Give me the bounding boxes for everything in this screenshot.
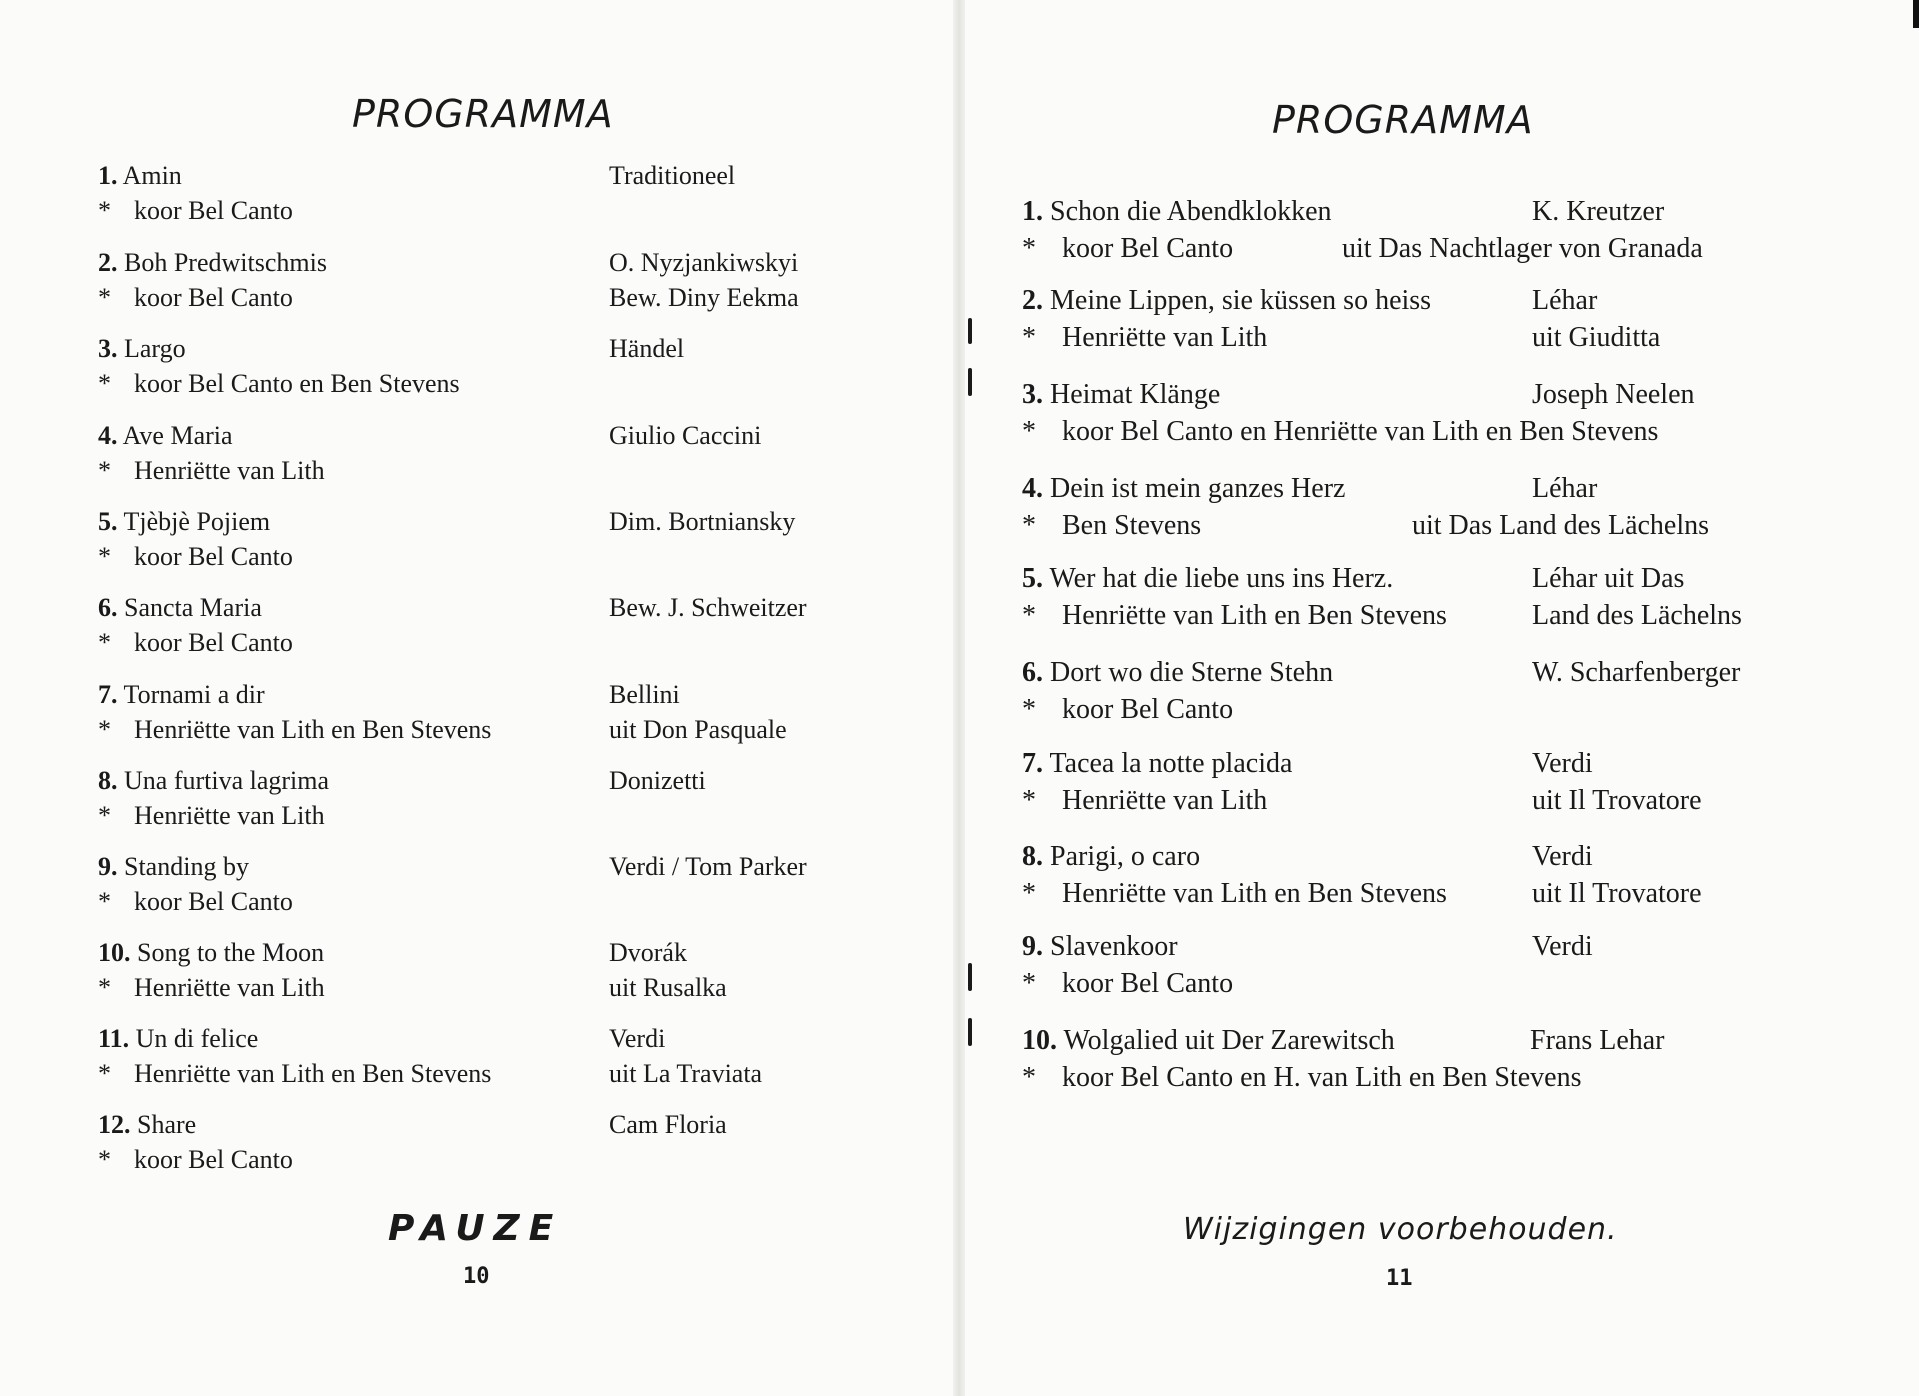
program-entry (1022, 376, 1695, 450)
bullet-star: * (1022, 233, 1036, 264)
binding-mark (968, 318, 972, 344)
entry-title-line (1022, 1022, 1665, 1059)
arrangement-credit: uit Das Land des Lächelns (1412, 510, 1710, 541)
program-entry (98, 849, 807, 919)
composer-credit: Verdi (1532, 748, 1593, 779)
performer: koor Bel Canto (1062, 233, 1234, 264)
entry-number: 1. (1022, 196, 1043, 227)
piece-title: Share (137, 1110, 197, 1139)
performer: koor Bel Canto en H. van Lith en Ben Stevens (1062, 1062, 1582, 1093)
entry-number: 6. (98, 593, 118, 622)
arrangement-credit: uit Das Nachtlager von Granada (1342, 233, 1703, 264)
arrangement-credit: uit Il Trovatore (1532, 878, 1702, 909)
performer: koor Bel Canto en Henriëtte van Lith en Ben Stevens (1062, 416, 1659, 447)
bullet-star: * (98, 715, 111, 744)
entry-title-line (1022, 745, 1593, 782)
bullet-star: * (1022, 878, 1036, 909)
entry-performer-line (1022, 691, 1333, 728)
footer-note: Wijzigingen voorbehouden. (1183, 1212, 1618, 1247)
entry-title-line (1022, 928, 1593, 965)
bullet-star: * (98, 283, 111, 312)
piece-title: Wer hat die liebe uns ins Herz. (1049, 563, 1394, 594)
composer-credit: Léhar uit Das (1532, 563, 1685, 594)
bullet-star: * (1022, 600, 1036, 631)
performer: Henriëtte van Lith (134, 801, 325, 830)
performer: koor Bel Canto (1062, 694, 1234, 725)
bullet-star: * (1022, 694, 1036, 725)
piece-title: Schon die Abendklokken (1050, 196, 1332, 227)
entry-title-line (98, 677, 680, 712)
entry-number: 10. (98, 938, 131, 967)
entry-number: 12. (98, 1110, 131, 1139)
entry-performer-line (98, 798, 329, 833)
entry-number: 10. (1022, 1025, 1057, 1056)
program-entry (98, 1107, 727, 1177)
composer-credit: O. Nyzjankiwskyi (609, 248, 799, 277)
program-entry (98, 504, 796, 574)
bullet-star: * (1022, 968, 1036, 999)
entry-title-line (98, 1021, 666, 1056)
entry-number: 3. (98, 334, 118, 363)
program-entry (98, 935, 727, 1005)
program-entry (1022, 560, 1742, 634)
entry-number: 9. (1022, 931, 1043, 962)
entry-title-line (98, 935, 687, 970)
entry-performer-line (98, 366, 460, 401)
composer-credit: Traditioneel (609, 161, 736, 190)
entry-title-line (1022, 838, 1593, 875)
program-entry (1022, 282, 1661, 356)
entry-performer-line (98, 539, 293, 574)
piece-title: Heimat Klänge (1050, 379, 1221, 410)
bullet-star: * (98, 1145, 111, 1174)
piece-title: Slavenkoor (1050, 931, 1178, 962)
bullet-star: * (98, 973, 111, 1002)
entry-title-line (1022, 193, 1665, 230)
arrangement-credit: uit Il Trovatore (1532, 785, 1702, 816)
entry-performer-line (98, 1056, 763, 1091)
entry-performer-line (98, 193, 293, 228)
performer: Henriëtte van Lith (134, 973, 325, 1002)
composer-credit: Frans Lehar (1530, 1025, 1665, 1056)
piece-title: Sancta Maria (124, 593, 262, 622)
piece-title: Tornami a dir (123, 680, 265, 709)
entry-performer-line (1022, 875, 1702, 912)
entry-number: 5. (98, 507, 118, 536)
entry-number: 5. (1022, 563, 1043, 594)
program-entry (1022, 745, 1702, 819)
entry-performer-line (1022, 230, 1703, 267)
entry-performer-line (98, 1142, 293, 1177)
program-entry (1022, 928, 1593, 1002)
entry-performer-line (98, 453, 325, 488)
piece-title: Wolgalied uit Der Zarewitsch (1063, 1025, 1395, 1056)
piece-title: Amin (122, 161, 182, 190)
bullet-star: * (98, 369, 111, 398)
entry-performer-line (1022, 597, 1742, 634)
entry-number: 7. (98, 680, 118, 709)
composer-credit: K. Kreutzer (1532, 196, 1665, 227)
composer-credit: Léhar (1532, 473, 1598, 504)
entry-title-line (1022, 376, 1695, 413)
bullet-star: * (98, 196, 111, 225)
program-entry (98, 331, 685, 401)
piece-title: Boh Predwitschmis (124, 248, 327, 277)
arrangement-credit: uit Giuditta (1532, 322, 1661, 353)
entry-performer-line (1022, 507, 1710, 544)
entry-performer-line (98, 884, 293, 919)
entry-number: 2. (1022, 285, 1043, 316)
bullet-star: * (1022, 416, 1036, 447)
piece-title: Song to the Moon (137, 938, 325, 967)
entry-performer-line (1022, 965, 1233, 1002)
entry-number: 3. (1022, 379, 1043, 410)
entry-number: 4. (98, 421, 118, 450)
performer: Henriëtte van Lith (1062, 785, 1268, 816)
composer-credit: Donizetti (609, 766, 706, 795)
performer: koor Bel Canto (134, 887, 293, 916)
bullet-star: * (98, 628, 111, 657)
right-page-number: 11 (1386, 1266, 1413, 1291)
bullet-star: * (98, 542, 111, 571)
program-entry (98, 590, 807, 660)
entry-title-line (98, 245, 799, 280)
scan-corner-mark (1913, 0, 1919, 28)
performer: koor Bel Canto (134, 196, 293, 225)
entry-number: 9. (98, 852, 118, 881)
program-entry (98, 418, 762, 488)
performer: Henriëtte van Lith en Ben Stevens (1062, 600, 1447, 631)
left-page-number: 10 (463, 1264, 490, 1289)
bullet-star: * (98, 456, 111, 485)
entry-number: 1. (98, 161, 118, 190)
bullet-star: * (1022, 510, 1036, 541)
composer-credit: Dvorák (609, 938, 687, 967)
program-entry (1022, 193, 1703, 267)
performer: koor Bel Canto (134, 1145, 293, 1174)
left-page (0, 0, 955, 1396)
performer: Henriëtte van Lith (134, 456, 325, 485)
composer-credit: Léhar (1532, 285, 1598, 316)
left-page-title: PROGRAMMA (352, 92, 614, 136)
program-entry (1022, 838, 1702, 912)
entry-number: 11. (98, 1024, 130, 1053)
entry-title-line (1022, 654, 1741, 691)
arrangement-credit: uit La Traviata (609, 1059, 763, 1088)
performer: koor Bel Canto (1062, 968, 1234, 999)
entry-performer-line (98, 625, 293, 660)
entry-number: 8. (1022, 841, 1043, 872)
piece-title: Parigi, o caro (1050, 841, 1201, 872)
piece-title: Tjèbjè Pojiem (123, 507, 271, 536)
program-entry (98, 763, 706, 833)
entry-title-line (98, 763, 706, 798)
piece-title: Un di felice (135, 1024, 259, 1053)
entry-title-line (98, 504, 796, 539)
program-entry (98, 1021, 763, 1091)
entry-title-line (98, 331, 685, 366)
composer-credit: Giulio Caccini (609, 421, 762, 450)
performer: Ben Stevens (1062, 510, 1202, 541)
bullet-star: * (98, 801, 111, 830)
entry-number: 4. (1022, 473, 1043, 504)
performer: koor Bel Canto en Ben Stevens (134, 369, 460, 398)
entry-number: 7. (1022, 748, 1043, 779)
entry-performer-line (1022, 782, 1702, 819)
entry-performer-line (1022, 413, 1658, 450)
composer-credit: Bellini (609, 680, 680, 709)
composer-credit: Verdi (609, 1024, 666, 1053)
arrangement-credit: Bew. Diny Eekma (609, 283, 799, 312)
entry-number: 6. (1022, 657, 1043, 688)
program-entry (98, 158, 736, 228)
composer-credit: Cam Floria (609, 1110, 727, 1139)
entry-performer-line (98, 280, 799, 315)
entry-performer-line (1022, 319, 1661, 356)
entry-number: 8. (98, 766, 118, 795)
composer-credit: W. Scharfenberger (1532, 657, 1741, 688)
entry-performer-line (1022, 1059, 1581, 1096)
composer-credit: Händel (609, 334, 685, 363)
performer: Henriëtte van Lith en Ben Stevens (134, 715, 492, 744)
performer: koor Bel Canto (134, 283, 293, 312)
composer-credit: Verdi (1532, 931, 1593, 962)
entry-performer-line (98, 970, 727, 1005)
program-entry (1022, 470, 1710, 544)
piece-title: Dort wo die Sterne Stehn (1050, 657, 1334, 688)
entry-title-line (98, 158, 736, 193)
entry-number: 2. (98, 248, 118, 277)
entry-title-line (1022, 470, 1598, 507)
binding-mark (968, 368, 972, 396)
performer: koor Bel Canto (134, 628, 293, 657)
arrangement-credit: uit Don Pasquale (609, 715, 787, 744)
piece-title: Largo (124, 334, 186, 363)
right-page-title: PROGRAMMA (1272, 98, 1534, 142)
entry-title-line (98, 590, 807, 625)
composer-credit: Bew. J. Schweitzer (609, 593, 807, 622)
composer-credit: Verdi (1532, 841, 1593, 872)
piece-title: Tacea la notte placida (1049, 748, 1293, 779)
bullet-star: * (1022, 1062, 1036, 1093)
piece-title: Standing by (124, 852, 249, 881)
entry-title-line (98, 1107, 727, 1142)
arrangement-credit: Land des Lächelns (1532, 600, 1742, 631)
pauze-label: PAUZE (388, 1208, 563, 1249)
piece-title: Ave Maria (122, 421, 233, 450)
program-entry (1022, 1022, 1665, 1096)
performer: Henriëtte van Lith en Ben Stevens (134, 1059, 492, 1088)
composer-credit: Verdi / Tom Parker (609, 852, 807, 881)
entry-title-line (1022, 560, 1685, 597)
binding-mark (968, 1018, 972, 1046)
piece-title: Dein ist mein ganzes Herz (1050, 473, 1346, 504)
program-entry (1022, 654, 1741, 728)
composer-credit: Dim. Bortniansky (609, 507, 796, 536)
bullet-star: * (1022, 785, 1036, 816)
binding-mark (968, 963, 972, 991)
entry-title-line (98, 418, 762, 453)
entry-title-line (98, 849, 807, 884)
arrangement-credit: uit Rusalka (609, 973, 727, 1002)
entry-title-line (1022, 282, 1598, 319)
composer-credit: Joseph Neelen (1532, 379, 1695, 410)
piece-title: Una furtiva lagrima (124, 766, 330, 795)
performer: Henriëtte van Lith (1062, 322, 1268, 353)
piece-title: Meine Lippen, sie küssen so heiss (1050, 285, 1432, 316)
program-entry (98, 245, 799, 315)
program-entry (98, 677, 787, 747)
performer: koor Bel Canto (134, 542, 293, 571)
performer: Henriëtte van Lith en Ben Stevens (1062, 878, 1447, 909)
bullet-star: * (1022, 322, 1036, 353)
entry-performer-line (98, 712, 787, 747)
bullet-star: * (98, 1059, 111, 1088)
bullet-star: * (98, 887, 111, 916)
